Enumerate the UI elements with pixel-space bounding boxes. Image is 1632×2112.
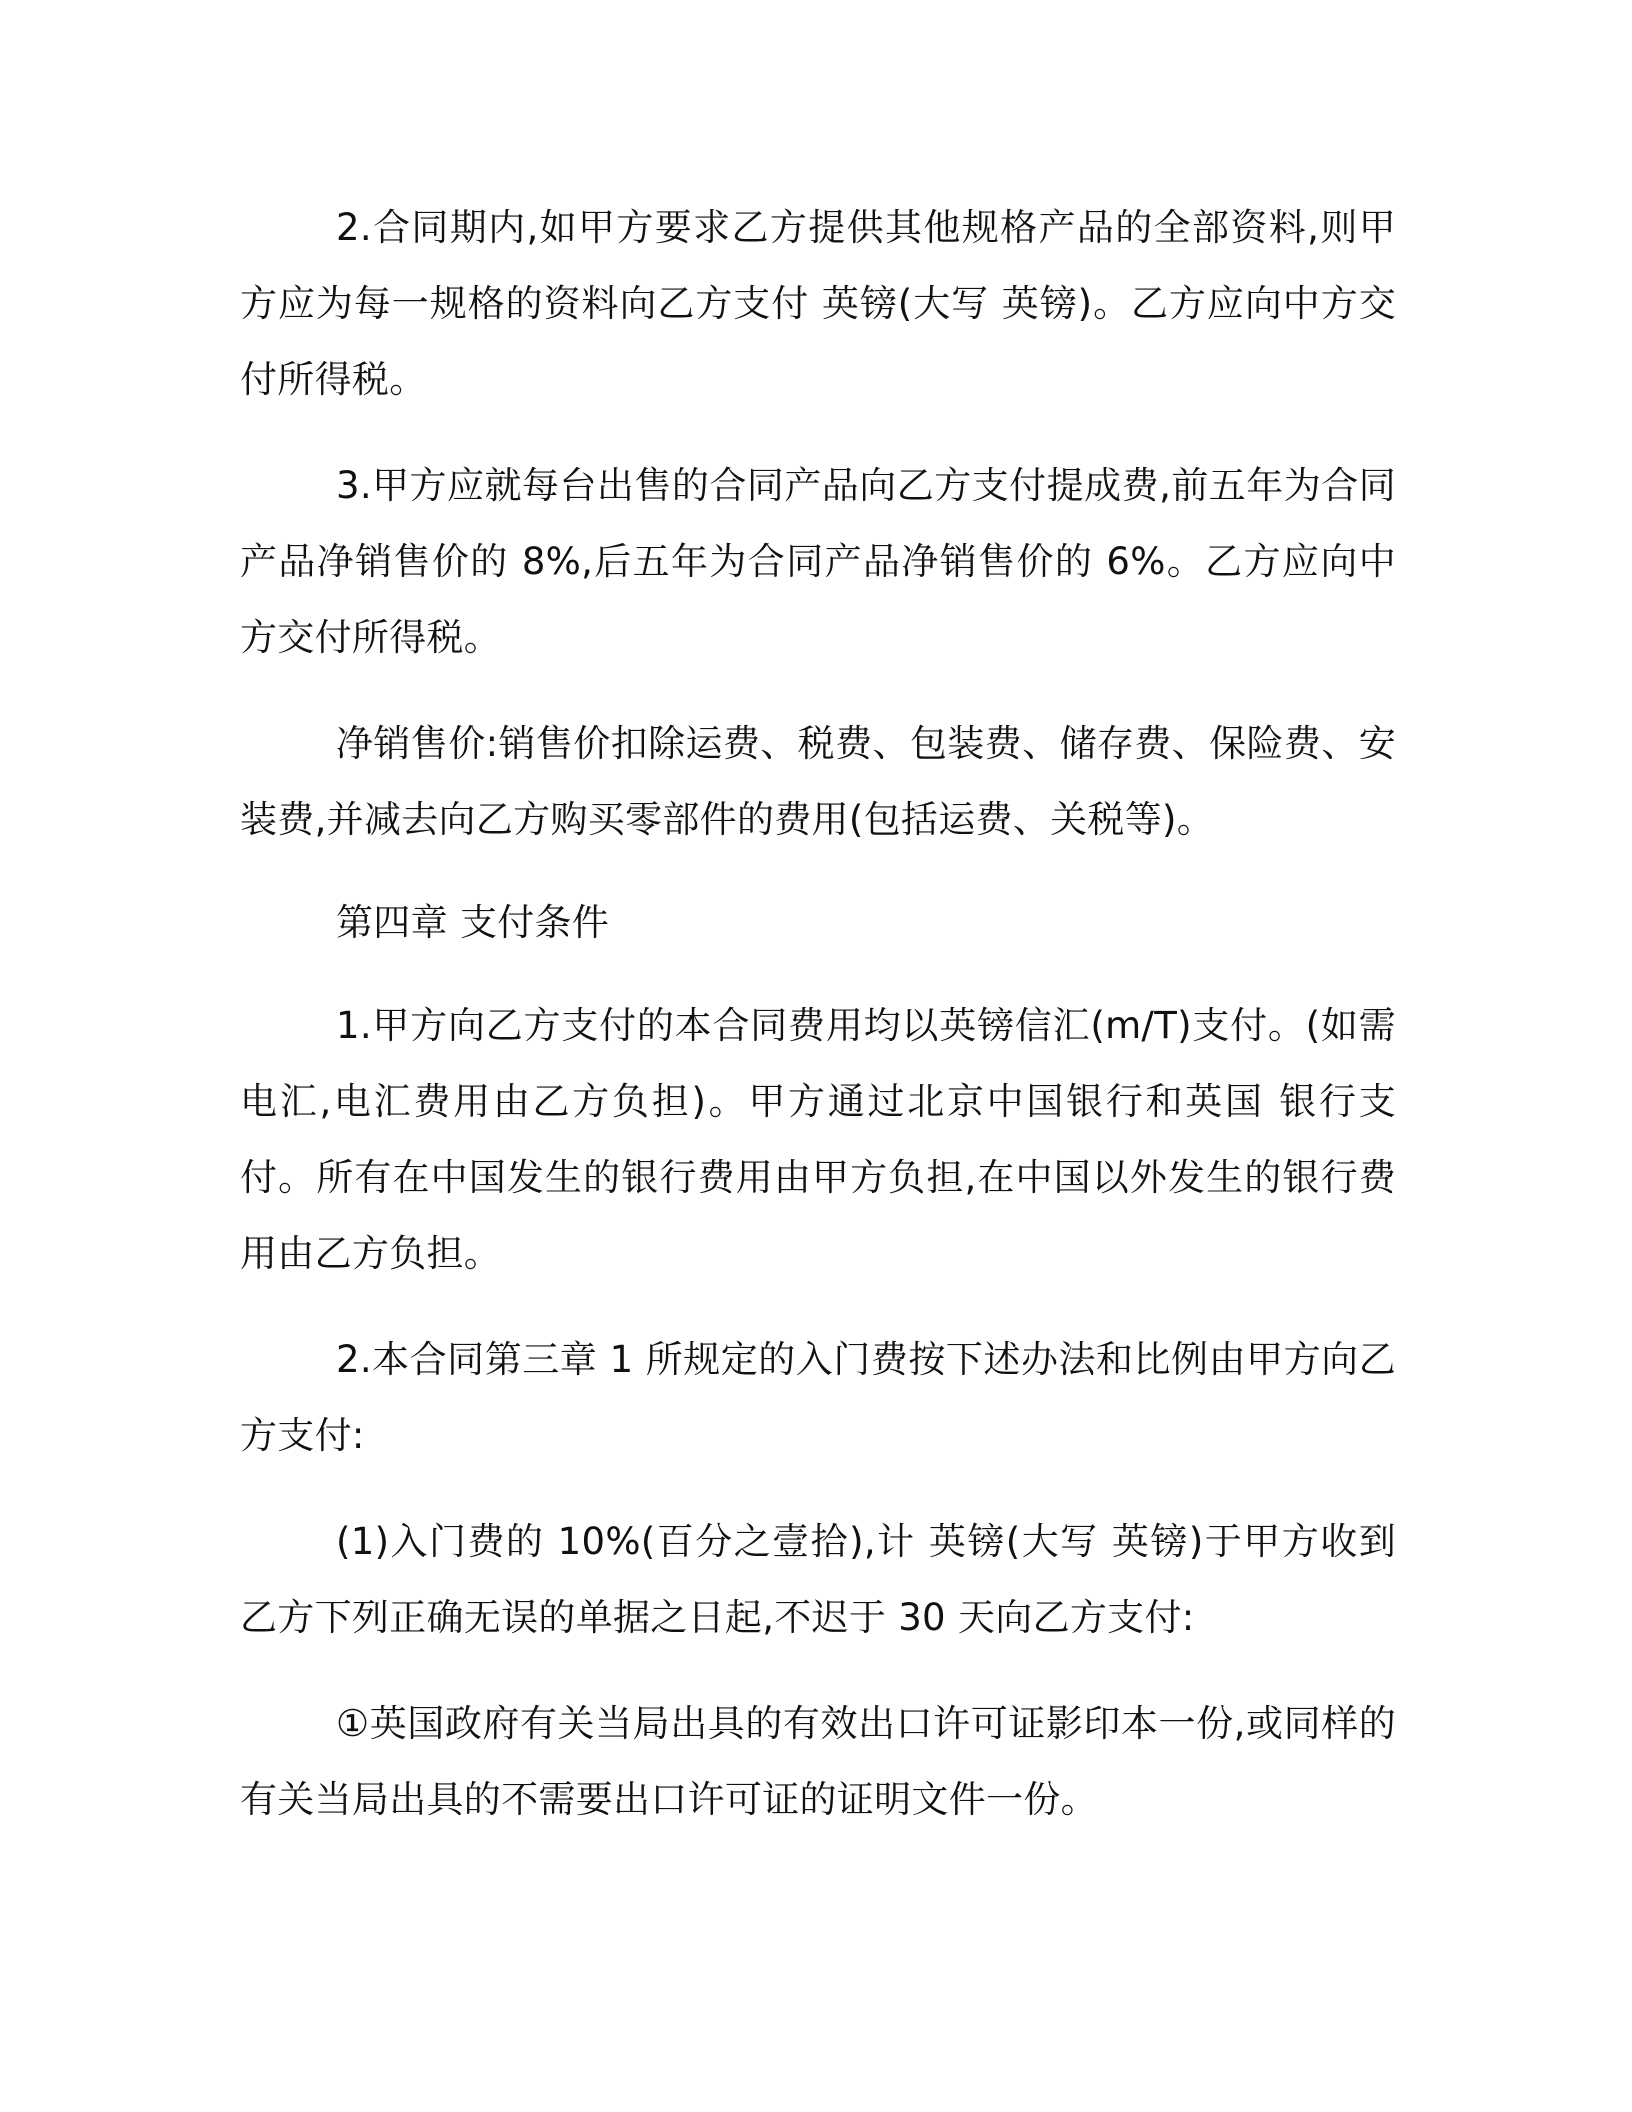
paragraph-document-item-1: ①英国政府有关当局出具的有效出口许可证影印本一份,或同样的有关当局出具的不需要出口许可证的证明文件一份。 (240, 1702, 1396, 1821)
chapter-heading: 第四章 支付条件 (336, 901, 610, 944)
document-body (240, 190, 1396, 1838)
paragraph-clause-3-3: 3.甲方应就每台出售的合同产品向乙方支付提成费,前五年为合同产品净销售价的 8%,后五年为合同产品净销售价的 6%。乙方应向中方交付所得税。 (240, 464, 1396, 659)
paragraph-clause-4-2-1: (1)入门费的 10%(百分之壹拾),计 英镑(大写 英镑)于甲方收到乙方下列正确无误的单据之日起,不迟于 30 天向乙方支付: (240, 1520, 1396, 1639)
paragraph-clause-3-2: 2.合同期内,如甲方要求乙方提供其他规格产品的全部资料,则甲方应为每一规格的资料向乙方支付 英镑(大写 英镑)。乙方应向中方交付所得税。 (240, 206, 1396, 401)
paragraph-clause-4-1: 1.甲方向乙方支付的本合同费用均以英镑信汇(m/T)支付。(如需电汇,电汇费用由乙方负担)。甲方通过北京中国银行和英国 银行支付。所有在中国发生的银行费用由甲方负担,在中国以外发生的银行费用由乙方负担。 (240, 1004, 1396, 1275)
paragraph-net-sales-definition: 净销售价:销售价扣除运费、税费、包装费、储存费、保险费、安装费,并减去向乙方购买零部件的费用(包括运费、关税等)。 (240, 722, 1396, 841)
paragraph-clause-4-2: 2.本合同第三章 1 所规定的入门费按下述办法和比例由甲方向乙方支付: (240, 1338, 1396, 1457)
